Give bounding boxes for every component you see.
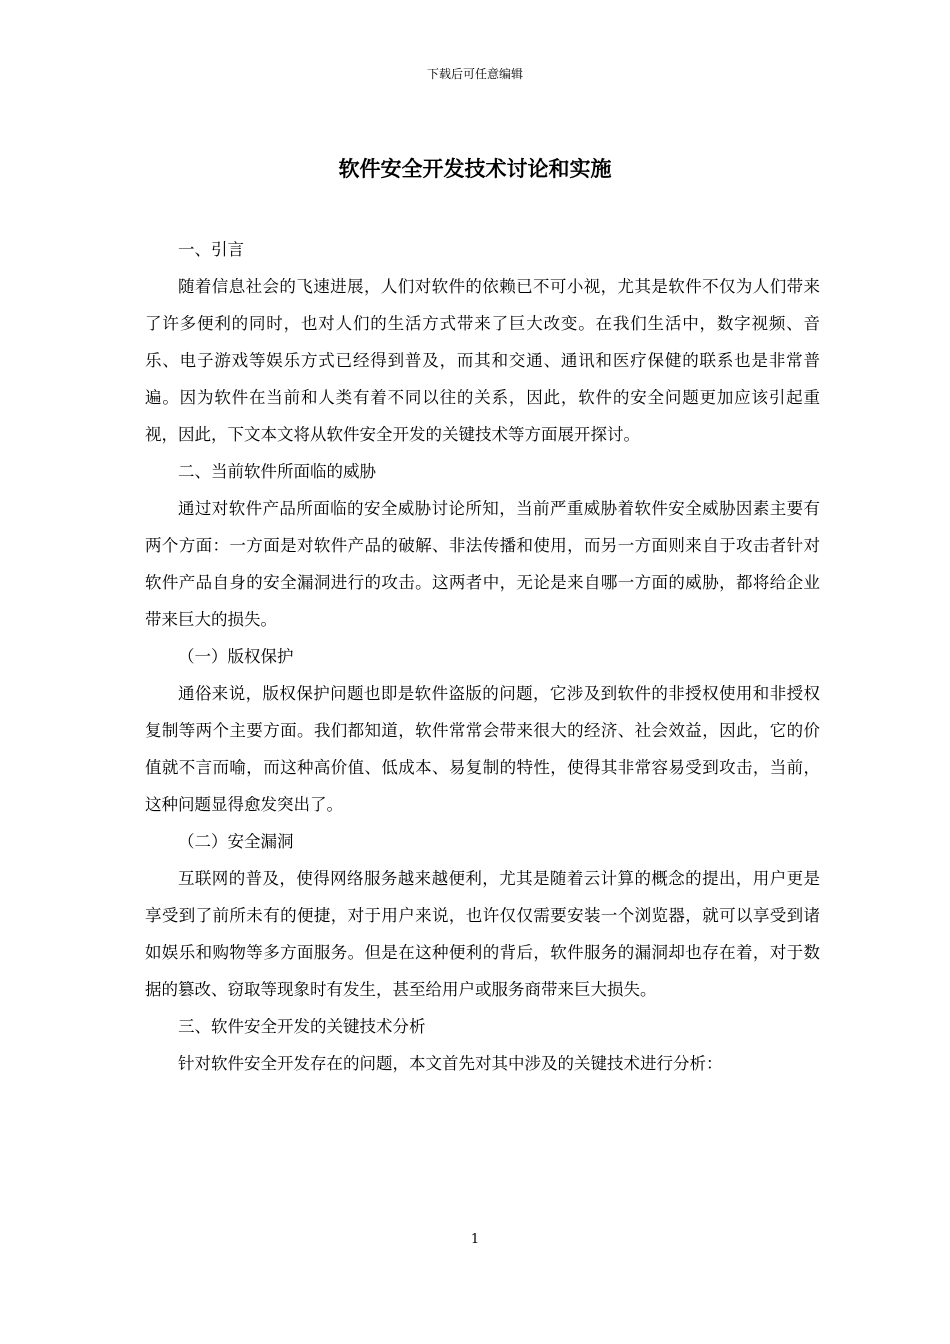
subsection-heading-vulnerabilities: （二）安全漏洞 <box>178 832 294 851</box>
paragraph-threats: 通过对软件产品所面临的安全威胁讨论所知，当前严重威胁着软件安全威胁因素主要有两个方面：一方面是对软件产品的破解、非法传播和使用，而另一方面则来自于攻击者针对软件产品自身的安全漏洞进行的攻击。这两者中，无论是来自哪一方面的威胁，都将给企业带来巨大的损失。 <box>145 499 820 629</box>
paragraph-copyright: 通俗来说，版权保护问题也即是软件盗版的问题，它涉及到软件的非授权使用和非授权复制等两个主要方面。我们都知道，软件常常会带来很大的经济、社会效益，因此，它的价值就不言而喻，而这种高价值、低成本、易复制的特性，使得其非常容易受到攻击，当前，这种问题显得愈发突出了。 <box>145 684 820 814</box>
section-heading-threats: 二、当前软件所面临的威胁 <box>178 462 376 481</box>
paragraph-vulnerabilities: 互联网的普及，使得网络服务越来越便利，尤其是随着云计算的概念的提出，用户更是享受到了前所未有的便捷，对于用户来说，也许仅仅需要安装一个浏览器，就可以享受到诸如娱乐和购物等多方面服务。但是在这种便利的背后，软件服务的漏洞却也存在着，对于数据的篡改、窃取等现象时有发生，甚至给用户或服务商带来巨大损失。 <box>145 869 820 999</box>
page-number: 1 <box>470 1232 480 1247</box>
section-heading-key-technologies: 三、软件安全开发的关键技术分析 <box>178 1017 426 1036</box>
document-body <box>145 231 820 1082</box>
subsection-heading-copyright: （一）版权保护 <box>178 647 294 666</box>
document-title: 软件安全开发技术讨论和实施 <box>338 156 612 181</box>
paragraph-introduction: 随着信息社会的飞速进展，人们对软件的依赖已不可小视，尤其是软件不仅为人们带来了许多便利的同时，也对人们的生活方式带来了巨大改变。在我们生活中，数字视频、音乐、电子游戏等娱乐方式已经得到普及，而其和交通、通讯和医疗保健的联系也是非常普遍。因为软件在当前和人类有着不同以往的关系，因此，软件的安全问题更加应该引起重视，因此，下文本文将从软件安全开发的关键技术等方面展开探讨。 <box>145 277 820 444</box>
section-heading-introduction: 一、引言 <box>178 240 244 259</box>
paragraph-key-technologies: 针对软件安全开发存在的问题，本文首先对其中涉及的关键技术进行分析： <box>178 1054 723 1073</box>
header-note: 下载后可任意编辑 <box>426 67 523 81</box>
